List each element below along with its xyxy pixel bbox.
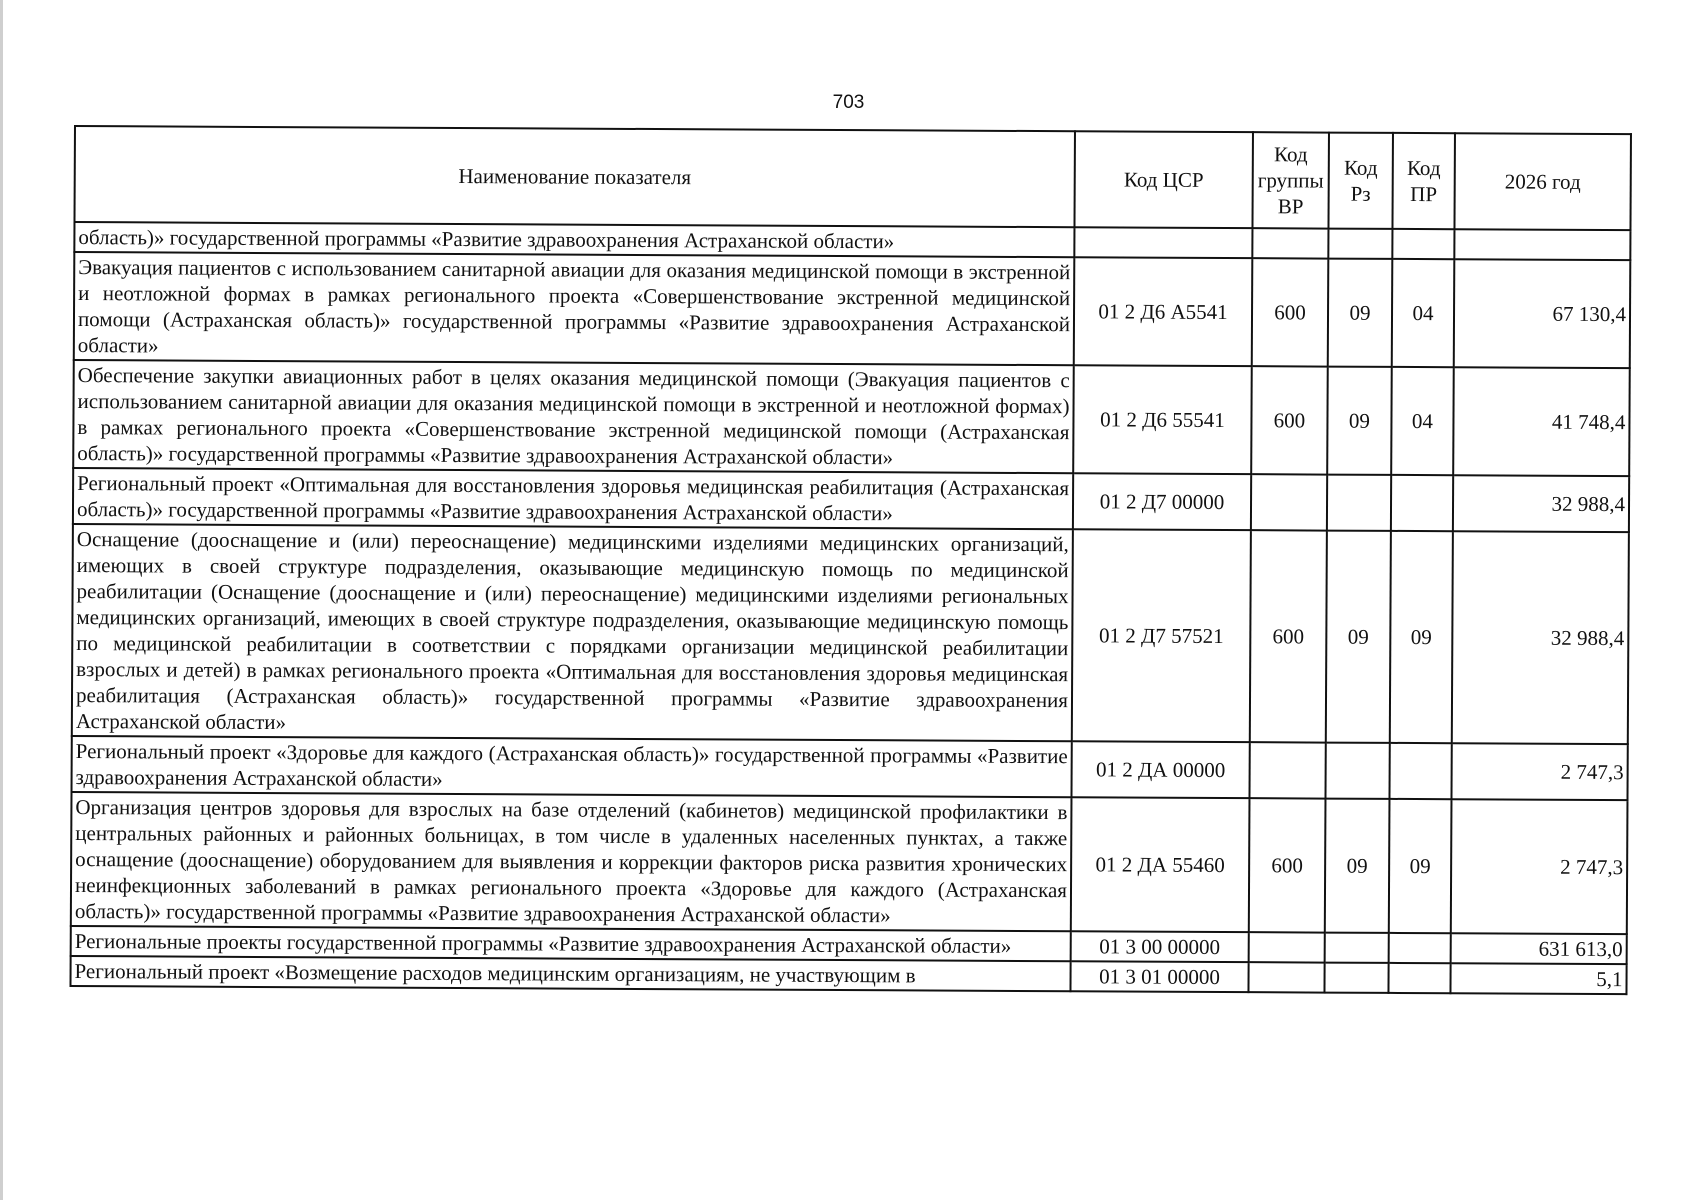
row-vr-code: 600 [1250, 530, 1327, 742]
header-pr-code: Код ПР [1392, 133, 1455, 229]
budget-table [69, 125, 1631, 995]
row-vr-code [1249, 742, 1325, 798]
row-csr-code: 01 2 Д7 57521 [1072, 529, 1251, 742]
row-name: Оснащение (дооснащение и (или) переоснащение) медицинскими изделиями медицинских организаций, имеющих в своей структуре подразделения, оказывающие медицинскую помощь по медицинской реабилитации (Оснащение (дооснащение и (или) переоснащение) медицинскими изделиями региональных медицинских организаций, имеющих в своей структуре подразделения, оказывающие медицинскую помощь по медицинской реабилитации в соответствии с порядками организации медицинской реабилитации взрослых и детей) в рамках регионального проекта «Оптимальная для восстановления здоровья медицинская реабилитация (Астраханская область)» государственной программы «Развитие здравоохранения Астраханской области» [72, 524, 1073, 741]
row-name: область)» государственной программы «Развитие здравоохранения Астраханской области» [74, 222, 1074, 257]
row-csr-code [1074, 227, 1252, 258]
row-pr-code: 04 [1392, 259, 1455, 367]
row-pr-code: 09 [1390, 531, 1453, 743]
row-name: Эвакуация пациентов с использованием санитарной авиации для оказания медицинской помощи в экстренной и неотложной формах в рамках регионального проекта «Совершенствование экстренной медицинской помощи (Астраханская область)» государственной программы «Развитие здравоохранения Астраханской области» [74, 252, 1075, 365]
row-pr-code [1389, 743, 1451, 799]
row-name: Региональный проект «Возмещение расходов медицинским организациям, не участвующим в [70, 956, 1070, 991]
row-pr-code [1389, 933, 1451, 963]
row-pr-code: 09 [1389, 799, 1452, 933]
row-pr-code: 04 [1391, 367, 1454, 475]
header-vr-group-code: Код группы ВР [1252, 132, 1329, 228]
table-row [74, 252, 1631, 368]
row-vr-code [1251, 474, 1327, 530]
row-name: Региональный проект «Здоровье для каждого (Астраханская область)» государственной программы «Развитие здравоохранения Астраханской области» [72, 736, 1072, 797]
row-amount: 2 747,3 [1451, 743, 1627, 800]
header-csr-code: Код ЦСР [1074, 131, 1253, 228]
row-vr-code: 600 [1252, 258, 1329, 366]
header-indicator-name: Наименование показателя [74, 126, 1074, 227]
header-year-2026: 2026 год [1454, 133, 1631, 230]
table-row [73, 468, 1629, 532]
row-csr-code: 01 3 00 00000 [1071, 931, 1249, 962]
row-amount: 631 613,0 [1451, 933, 1627, 964]
row-pr-code [1388, 963, 1450, 993]
row-rz-code [1325, 933, 1389, 963]
row-amount: 41 748,4 [1453, 367, 1630, 476]
table-row [71, 792, 1628, 934]
row-rz-code [1327, 475, 1391, 531]
table-row [73, 360, 1630, 476]
row-name: Организация центров здоровья для взрослых на базе отделений (кабинетов) медицинской профилактики в центральных районных и районных больницах, в том числе в удаленных населенных пунктах, а также оснащение (дооснащение) оборудованием для выявления и коррекции факторов риска развития хронических неинфекционных заболеваний в рамках регионального проекта «Здоровье для каждого (Астраханская область)» государственной программы «Развитие здравоохранения Астраханской области» [71, 792, 1072, 931]
row-vr-code: 600 [1249, 798, 1326, 932]
row-amount: 5,1 [1450, 963, 1626, 994]
row-rz-code: 09 [1328, 259, 1393, 367]
row-csr-code: 01 2 Д6 А5541 [1074, 257, 1253, 366]
row-name: Региональные проекты государственной программы «Развитие здравоохранения Астраханской области» [71, 926, 1071, 961]
row-csr-code: 01 2 ДА 00000 [1071, 741, 1249, 798]
row-csr-code: 01 2 ДА 55460 [1071, 797, 1250, 932]
page-number: 703 [832, 92, 865, 113]
row-rz-code [1324, 963, 1388, 993]
row-name: Региональный проект «Оптимальная для восстановления здоровья медицинская реабилитация (Астраханская область)» государственной программы «Развитие здравоохранения Астраханской области» [73, 468, 1073, 529]
row-csr-code: 01 3 01 00000 [1070, 961, 1248, 992]
table-header-row [74, 126, 1630, 230]
row-vr-code: 600 [1251, 366, 1328, 474]
row-pr-code [1392, 229, 1454, 259]
row-amount: 32 988,4 [1452, 531, 1629, 744]
table-row [72, 736, 1628, 800]
row-vr-code [1252, 228, 1328, 258]
budget-table-container [69, 125, 1629, 995]
row-pr-code [1391, 475, 1453, 531]
scan-edge-shadow [0, 0, 3, 1200]
row-vr-code [1248, 962, 1324, 992]
row-rz-code: 09 [1326, 531, 1391, 743]
row-amount: 32 988,4 [1453, 475, 1629, 532]
row-amount [1454, 229, 1630, 260]
table-row [72, 524, 1629, 744]
row-rz-code [1325, 743, 1389, 799]
row-csr-code: 01 2 Д7 00000 [1073, 473, 1251, 530]
row-rz-code [1328, 229, 1392, 259]
row-amount: 2 747,3 [1451, 799, 1628, 934]
row-name: Обеспечение закупки авиационных работ в целях оказания медицинской помощи (Эвакуация пациентов с использованием санитарной авиации для оказания медицинской помощи в экстренной и неотложной формах) в рамках регионального проекта «Совершенствование экстренной медицинской помощи (Астраханская область)» государственной программы «Развитие здравоохранения Астраханской области» [73, 360, 1074, 473]
row-csr-code: 01 2 Д6 55541 [1073, 365, 1252, 474]
row-rz-code: 09 [1325, 799, 1390, 933]
row-amount: 67 130,4 [1454, 259, 1631, 368]
header-rz-code: Код Рз [1328, 133, 1393, 229]
row-rz-code: 09 [1327, 367, 1392, 475]
row-vr-code [1249, 932, 1325, 962]
